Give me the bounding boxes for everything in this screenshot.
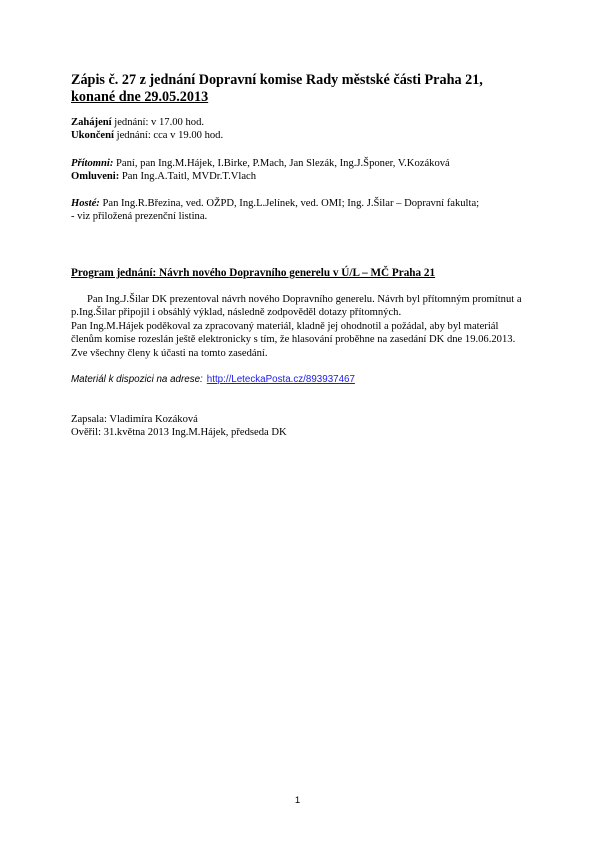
program-text xyxy=(71,293,526,360)
program-paragraph-2: Pan Ing.M.Hájek poděkoval za zpracovaný materiál, kladně jej ohodnotil a požádal, aby byl materiál členům komise rozeslán ještě elektronicky s tím, že hlasování proběhne na zasedání DK dne 19.06.2013. Zve všechny členy k účasti na tomto zasedání. xyxy=(71,320,516,359)
excused-label: Omluveni: xyxy=(71,171,120,182)
attendees-present xyxy=(71,157,450,170)
material-link[interactable]: http://LeteckaPosta.cz/893937467 xyxy=(206,374,355,385)
start-text: jednání: v 17.00 hod. xyxy=(111,117,205,128)
title-line-2: konané dne 29.05.2013 xyxy=(71,89,209,105)
page-number: 1 xyxy=(294,795,301,806)
meeting-end xyxy=(71,129,223,142)
title-line-1: Zápis č. 27 z jednání Dopravní komise Rady městské části Praha 21, xyxy=(71,72,483,88)
end-label: Ukončení xyxy=(71,130,114,141)
program-heading: Program jednání: Návrh nového Dopravního generelu v Ú/L – MČ Praha 21 xyxy=(71,267,436,279)
guests xyxy=(71,197,479,210)
material-line xyxy=(71,374,355,385)
document-title xyxy=(71,72,511,106)
end-text: jednání: cca v 19.00 hod. xyxy=(113,130,224,141)
recorded-by: Zapsala: Vladimíra Kozáková xyxy=(71,414,198,425)
verified-by: Ověřil: 31.května 2013 Ing.M.Hájek, předseda DK xyxy=(71,427,287,438)
program-paragraph-1: Pan Ing.J.Šilar DK prezentoval návrh nového Dopravního generelu. Návrh byl přítomným promítnut a p.Ing.Šilar připojil i obsáhlý výklad, následně zodpověděl dotazy přítomných. xyxy=(71,294,522,319)
attendees-excused xyxy=(71,170,256,183)
present-label: Přítomni: xyxy=(71,158,114,169)
excused-text: Pan Ing.A.Taitl, MVDr.T.Vlach xyxy=(119,171,257,182)
meeting-start xyxy=(71,116,204,129)
start-label: Zahájení xyxy=(71,117,112,128)
guests-label: Hosté: xyxy=(71,198,100,209)
guests-text: Pan Ing.R.Březina, ved. OŽPD, Ing.L.Jelínek, ved. OMI; Ing. J.Šilar – Dopravní fakulta; xyxy=(99,198,480,209)
guests-note: - viz přiložená prezenční listina. xyxy=(71,211,208,222)
material-label: Materiál k dispozici na adrese: xyxy=(71,374,203,385)
present-text: Paní, pan Ing.M.Hájek, I.Birke, P.Mach, Jan Slezák, Ing.J.Šponer, V.Kozáková xyxy=(113,158,450,169)
